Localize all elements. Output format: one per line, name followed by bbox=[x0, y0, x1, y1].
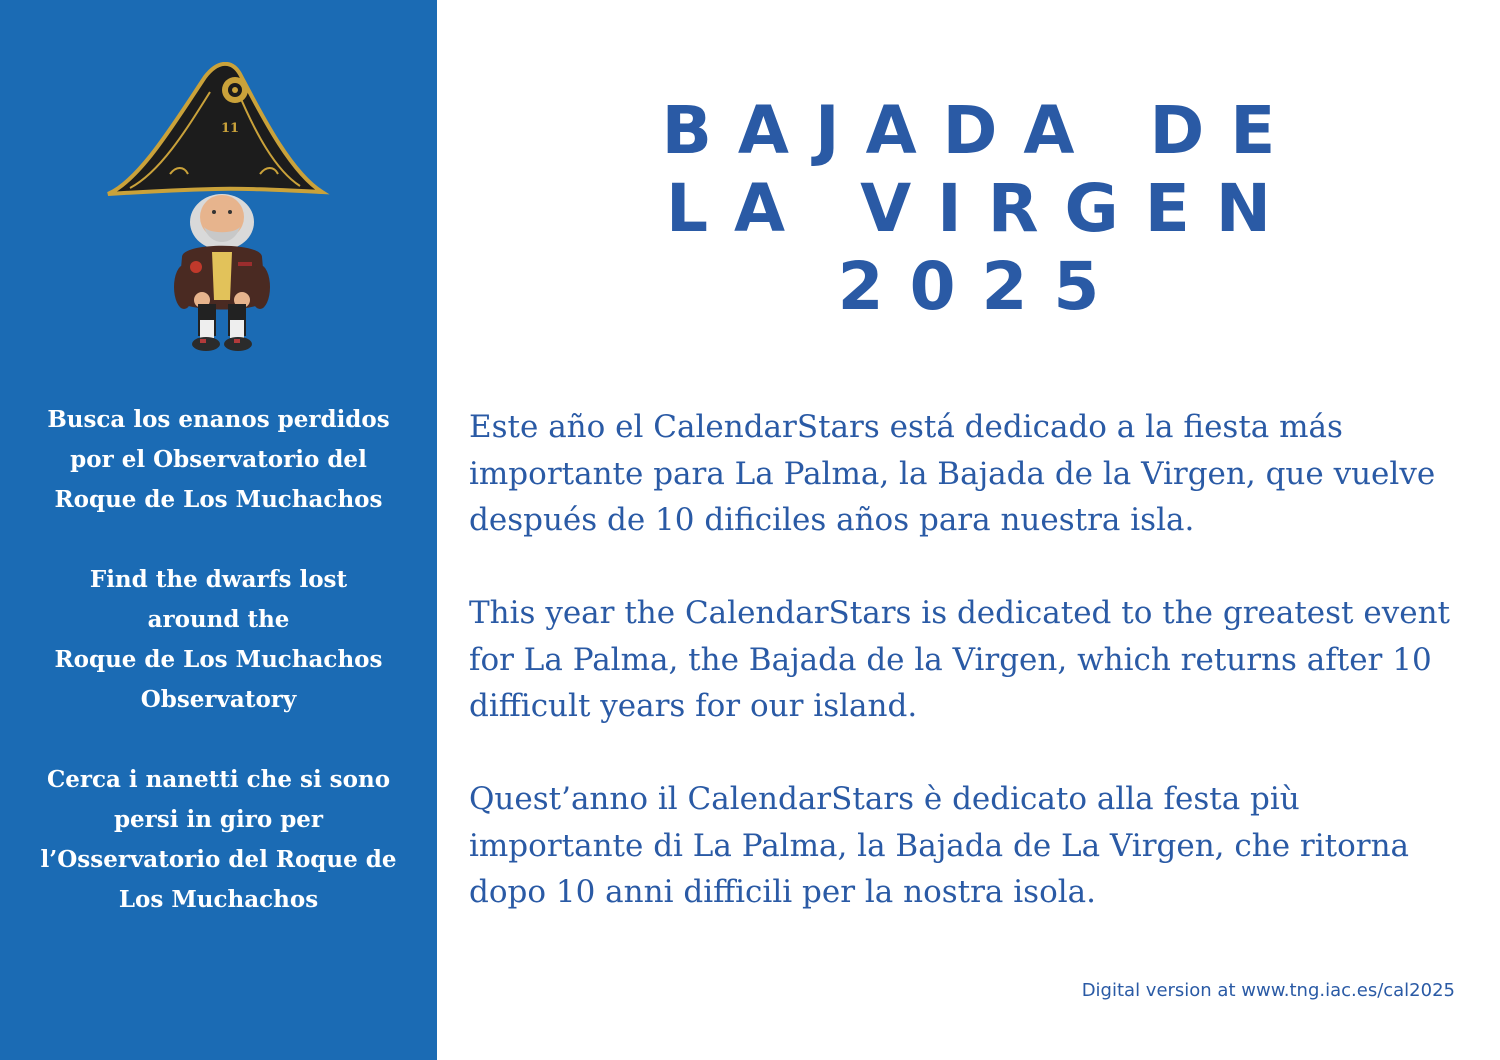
sidebar-paragraph-english: Find the dwarfs lost around the Roque de Los Muchachos Observatory bbox=[54, 566, 383, 713]
sidebar-text-block bbox=[10, 400, 427, 960]
body-paragraph-spanish: Este año el CalendarStars está dedicado a la fiesta más importante para La Palma, la Bajada de la Virgen, que vuelve después de 10 dificiles años para nuestra isla. bbox=[469, 409, 1436, 538]
sidebar-paragraph-italian: Cerca i nanetti che si sono persi in giro per l’Osservatorio del Roque de Los Muchachos bbox=[40, 766, 397, 913]
page-title: BAJADA DE LA VIRGEN 2025 bbox=[661, 92, 1302, 325]
body-paragraph-english: This year the CalendarStars is dedicated to the greatest event for La Palma, the Bajada de la Virgen, which returns after 10 difficult years for our island. bbox=[469, 595, 1450, 724]
dwarf-illustration bbox=[100, 62, 330, 362]
footer-digital-version: Digital version at www.tng.iac.es/cal2025 bbox=[1081, 980, 1455, 1001]
left-sidebar bbox=[0, 0, 437, 1060]
main-content bbox=[437, 0, 1500, 1060]
hat-number: 11 bbox=[220, 121, 240, 136]
sidebar-paragraph-spanish: Busca los enanos perdidos por el Observatorio del Roque de Los Muchachos bbox=[47, 406, 390, 513]
body-paragraph-italian: Quest’anno il CalendarStars è dedicato alla festa più importante di La Palma, la Bajada de La Virgen, che ritorna dopo 10 anni difficili per la nostra isola. bbox=[469, 781, 1410, 910]
body-text-block bbox=[469, 404, 1479, 962]
